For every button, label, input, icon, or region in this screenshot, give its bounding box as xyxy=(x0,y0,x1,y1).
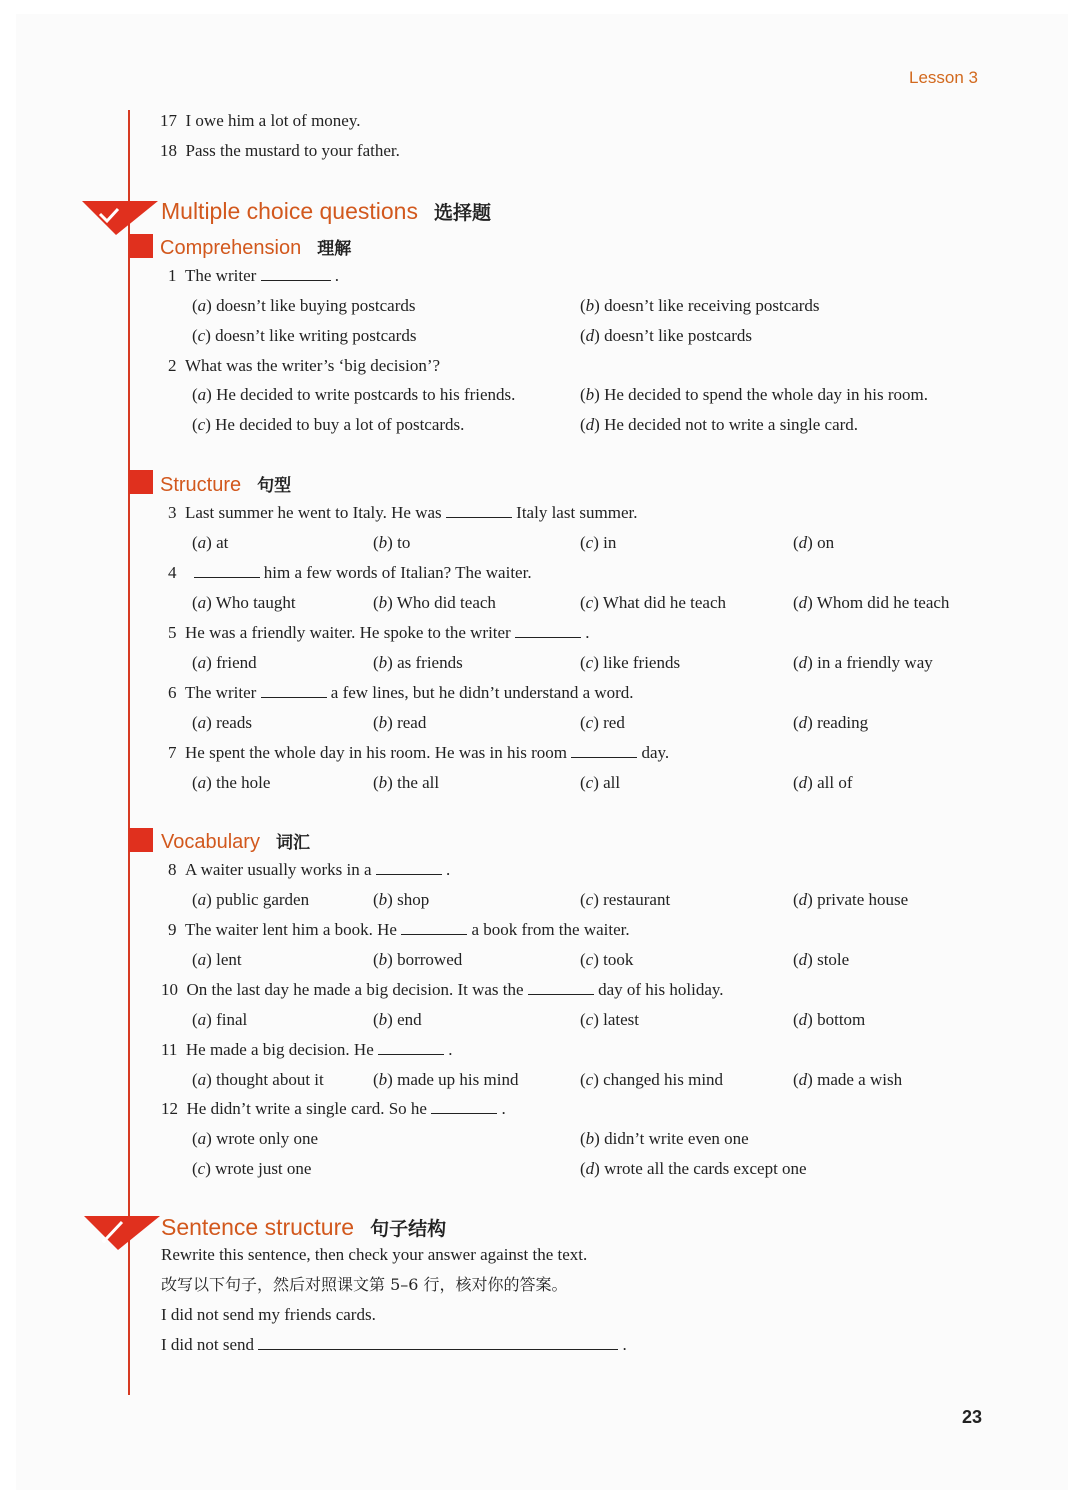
option[interactable]: (a) doesn’t like buying postcards xyxy=(192,296,416,315)
option[interactable]: (c) What did he teach xyxy=(580,593,727,612)
option[interactable]: (d) stole xyxy=(793,950,850,969)
instruction-cn: 改写以下句子，然后对照课文第 5–6 行，核对你的答案。 xyxy=(161,1275,568,1294)
option[interactable]: (d) made a wish xyxy=(793,1070,903,1089)
option[interactable]: (a) wrote only one xyxy=(192,1129,319,1148)
option[interactable]: (d) bottom xyxy=(793,1010,866,1029)
option[interactable]: (d) on xyxy=(793,533,835,552)
option[interactable]: (a) the hole xyxy=(192,773,271,792)
option[interactable]: (c) changed his mind xyxy=(580,1070,724,1089)
option[interactable]: (c) doesn’t like writing postcards xyxy=(192,326,417,345)
option[interactable]: (a) He decided to write postcards to his friends. xyxy=(192,385,516,404)
checkmark-icon xyxy=(80,197,160,239)
question-7: 7 He spent the whole day in his room. He was in his room day. xyxy=(168,743,670,762)
question-12: 12 He didn’t write a single card. So he . xyxy=(161,1099,506,1118)
option[interactable]: (a) lent xyxy=(192,950,242,969)
question-6: 6 The writer a few lines, but he didn’t understand a word. xyxy=(168,683,634,702)
list-item: 17 I owe him a lot of money. xyxy=(160,111,361,130)
question-3: 3 Last summer he went to Italy. He was Italy last summer. xyxy=(168,503,638,522)
option[interactable]: (b) didn’t write even one xyxy=(580,1129,749,1148)
option[interactable]: (c) He decided to buy a lot of postcards. xyxy=(192,415,465,434)
option[interactable]: (d) wrote all the cards except one xyxy=(580,1159,807,1178)
option[interactable]: (c) red xyxy=(580,713,625,732)
option[interactable]: (b) He decided to spend the whole day in his room. xyxy=(580,385,928,404)
list-item: 18 Pass the mustard to your father. xyxy=(160,141,400,160)
section-marker xyxy=(129,234,153,258)
option[interactable]: (d) Whom did he teach xyxy=(793,593,950,612)
answer-line: I did not send . xyxy=(161,1335,627,1354)
section-marker xyxy=(129,470,153,494)
question-4: 4 him a few words of Italian? The waiter. xyxy=(168,563,532,582)
page-number: 23 xyxy=(962,1407,983,1427)
option[interactable]: (d) doesn’t like postcards xyxy=(580,326,753,345)
question-5: 5 He was a friendly waiter. He spoke to the writer . xyxy=(168,623,590,642)
option[interactable]: (c) wrote just one xyxy=(192,1159,312,1178)
subsection-title-comprehension: Comprehension 理解 xyxy=(160,237,352,259)
question-9: 9 The waiter lent him a book. He a book from the waiter. xyxy=(168,920,630,939)
question-11: 11 He made a big decision. He . xyxy=(161,1040,453,1059)
option[interactable]: (c) all xyxy=(580,773,621,792)
option[interactable]: (a) Who taught xyxy=(192,593,296,612)
section-marker xyxy=(129,828,153,852)
pen-icon xyxy=(82,1212,162,1254)
margin-rule xyxy=(128,110,130,1395)
answer-input[interactable] xyxy=(258,1335,618,1350)
option[interactable]: (b) made up his mind xyxy=(373,1070,519,1089)
section-title-mcq: Multiple choice questions 选择题 xyxy=(161,198,491,224)
instruction-en: Rewrite this sentence, then check your answer against the text. xyxy=(161,1245,588,1264)
option[interactable]: (c) latest xyxy=(580,1010,640,1029)
option[interactable]: (b) doesn’t like receiving postcards xyxy=(580,296,820,315)
section-title-sentence-structure: Sentence structure 句子结构 xyxy=(161,1214,447,1240)
option[interactable]: (b) as friends xyxy=(373,653,463,672)
question-10: 10 On the last day he made a big decision. It was the day of his holiday. xyxy=(161,980,724,999)
option[interactable]: (c) in xyxy=(580,533,617,552)
option[interactable]: (d) all of xyxy=(793,773,853,792)
option[interactable]: (d) reading xyxy=(793,713,869,732)
option[interactable]: (b) Who did teach xyxy=(373,593,496,612)
option[interactable]: (b) end xyxy=(373,1010,422,1029)
option[interactable]: (c) restaurant xyxy=(580,890,671,909)
option[interactable]: (a) public garden xyxy=(192,890,310,909)
lesson-label: Lesson 3 xyxy=(909,68,978,87)
question-2: 2 What was the writer’s ‘big decision’? xyxy=(168,356,441,375)
subsection-title-vocabulary: Vocabulary 词汇 xyxy=(161,831,310,853)
option[interactable]: (b) shop xyxy=(373,890,430,909)
option[interactable]: (a) final xyxy=(192,1010,248,1029)
example-sentence: I did not send my friends cards. xyxy=(161,1305,376,1324)
option[interactable]: (b) the all xyxy=(373,773,440,792)
option[interactable]: (a) at xyxy=(192,533,229,552)
question-8: 8 A waiter usually works in a . xyxy=(168,860,451,879)
subsection-title-structure: Structure 句型 xyxy=(160,474,292,496)
option[interactable]: (c) like friends xyxy=(580,653,681,672)
option[interactable]: (d) He decided not to write a single card. xyxy=(580,415,859,434)
option[interactable]: (d) in a friendly way xyxy=(793,653,933,672)
option[interactable]: (a) thought about it xyxy=(192,1070,324,1089)
option[interactable]: (d) private house xyxy=(793,890,909,909)
option[interactable]: (b) borrowed xyxy=(373,950,463,969)
option[interactable]: (b) to xyxy=(373,533,411,552)
option[interactable]: (a) friend xyxy=(192,653,257,672)
option[interactable]: (c) took xyxy=(580,950,634,969)
option[interactable]: (a) reads xyxy=(192,713,252,732)
option[interactable]: (b) read xyxy=(373,713,427,732)
question-1: 1 The writer . xyxy=(168,266,340,285)
